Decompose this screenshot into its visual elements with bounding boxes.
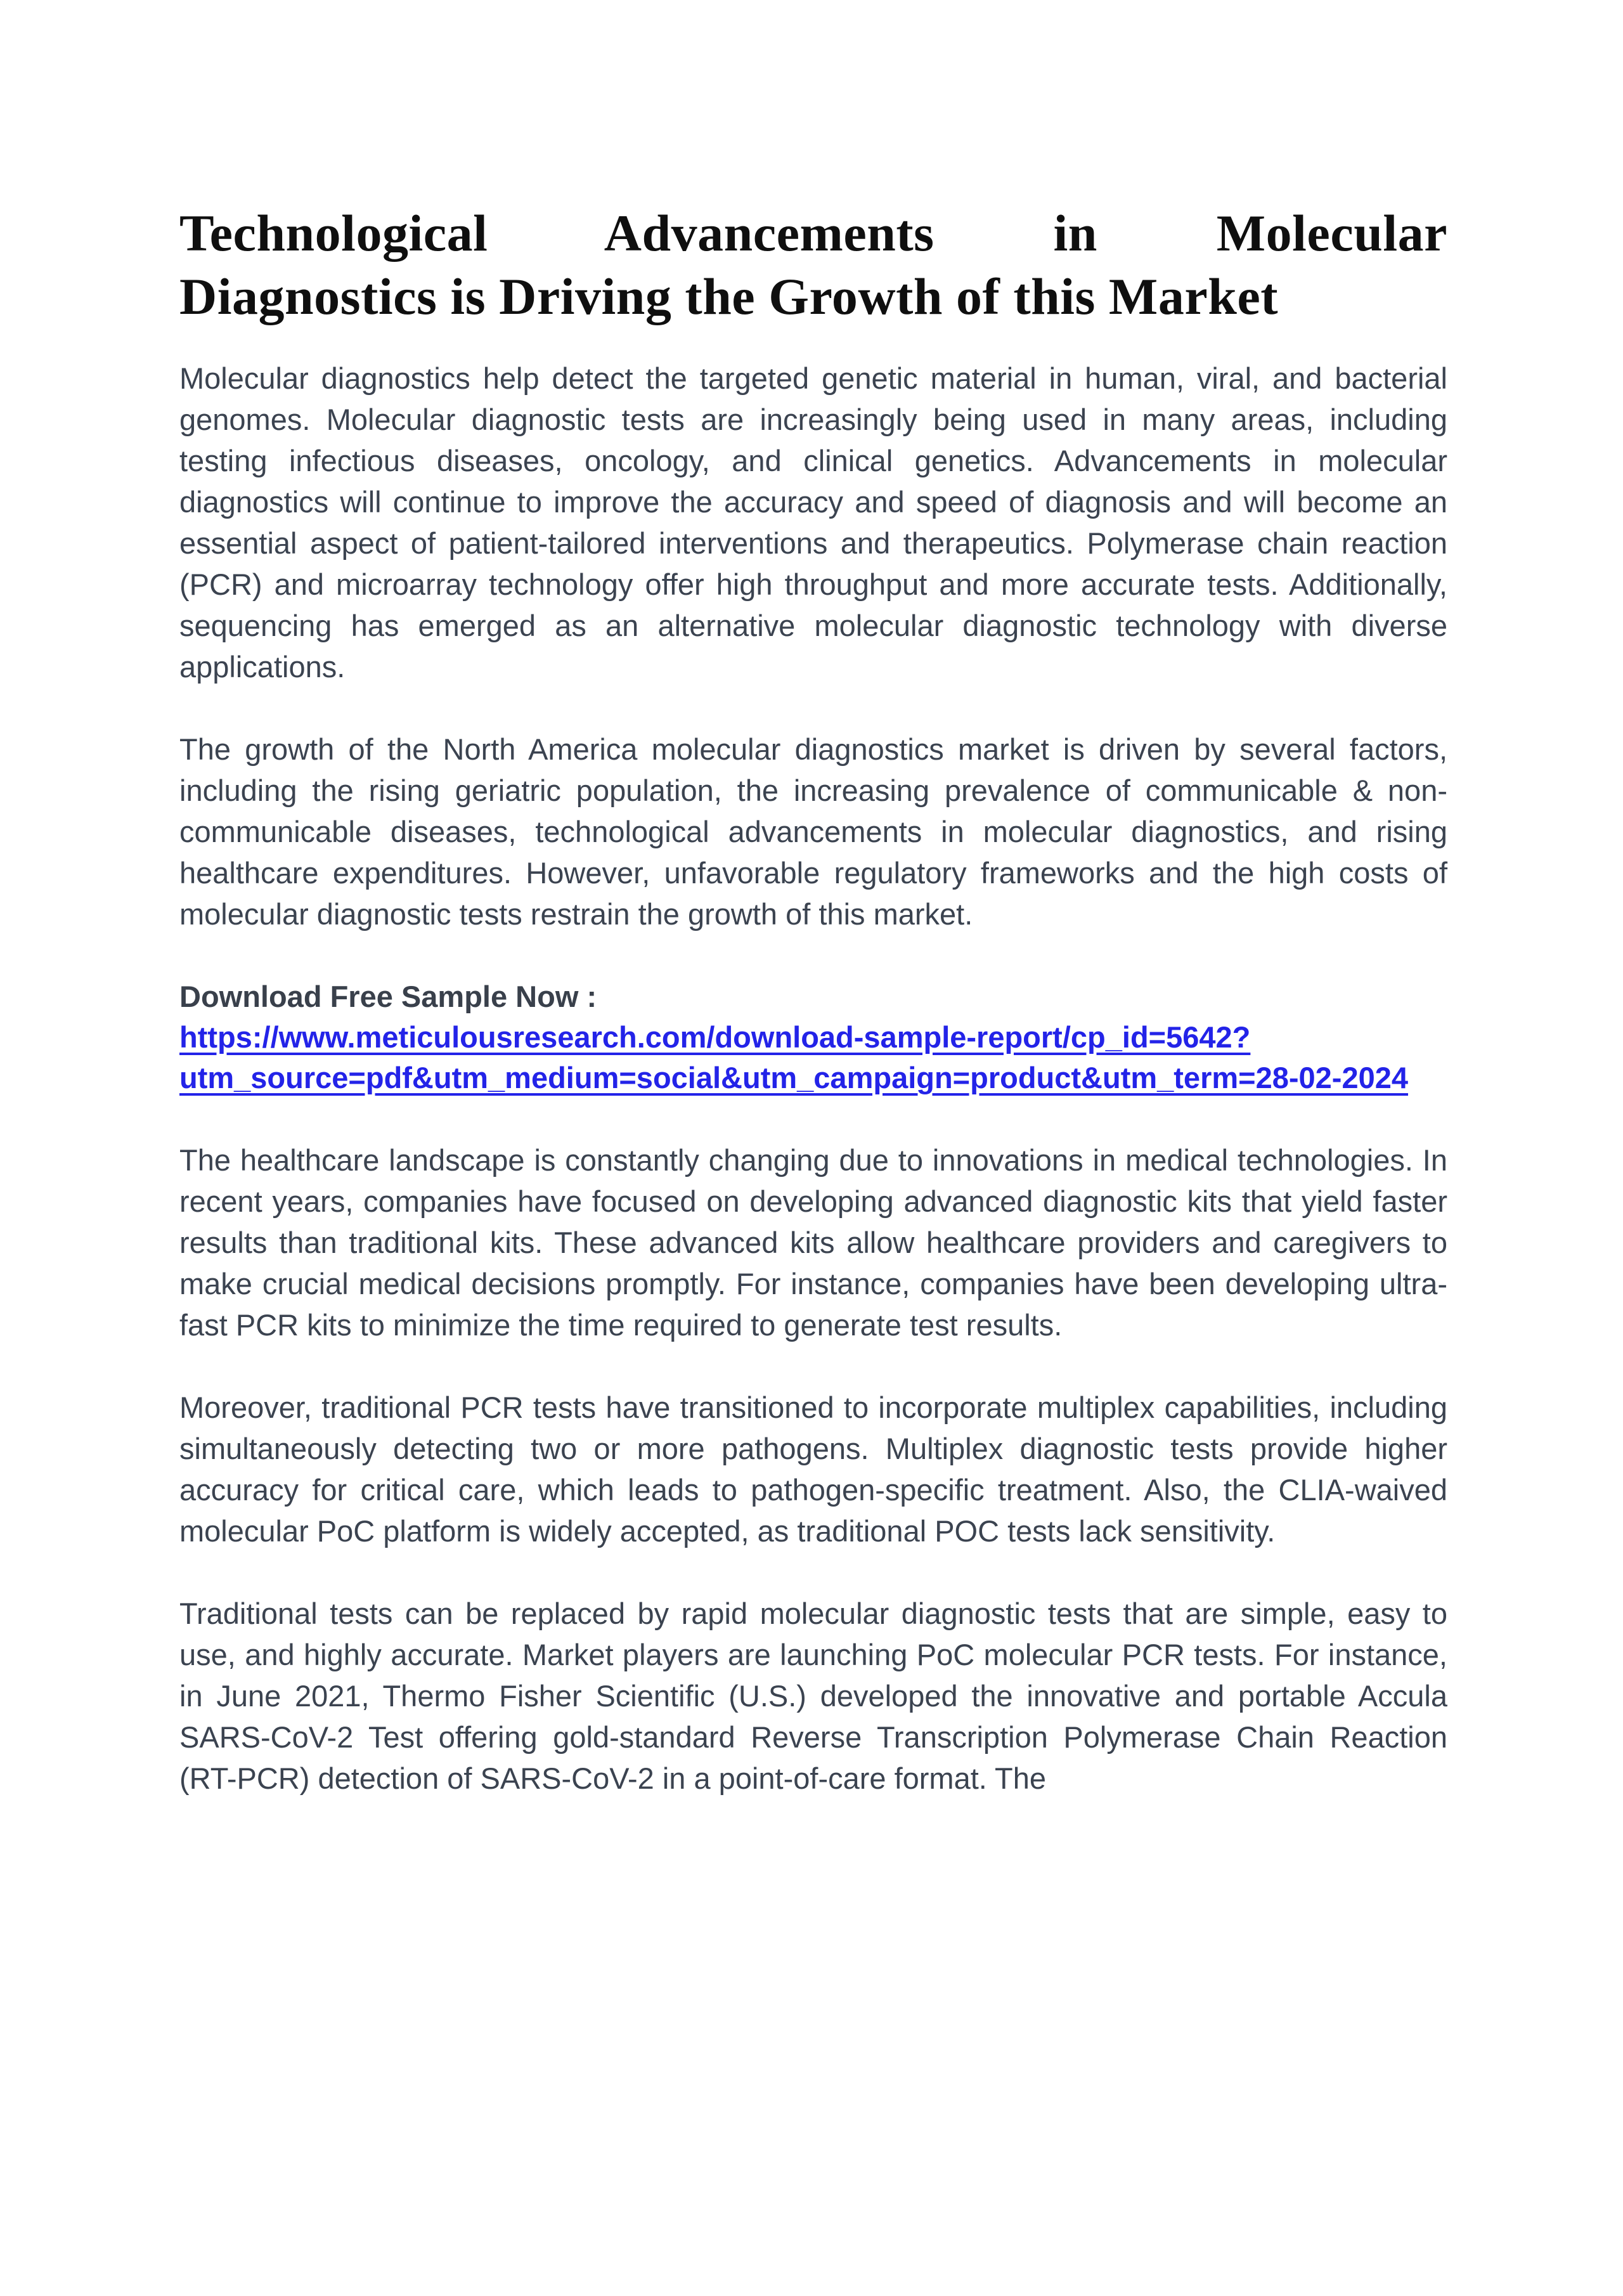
download-link-wrap (179, 1017, 1447, 1098)
page-title-line-1: Technological Advancements in Molecular (179, 204, 1447, 262)
download-heading (179, 976, 1447, 1017)
paragraph-market-growth-drivers: The growth of the North America molecular diagnostics market is driven by several factors, including the rising geriatric population, the increasing prevalence of communicable & non-communicable diseases, technological advancements in molecular diagnostics, and rising healthcare expenditures. However, unfavorable regulatory frameworks and the high costs of molecular diagnostic tests restrain the growth of this market. (179, 732, 1447, 931)
paragraph-healthcare-landscape: The healthcare landscape is constantly changing due to innovations in medical technologies. In recent years, companies have focused on developing advanced diagnostic kits that yield faster results than traditional kits. These advanced kits allow healthcare providers and caregivers to make crucial medical decisions promptly. For instance, companies have been developing ultra-fast PCR kits to minimize the time required to generate test results. (179, 1143, 1447, 1342)
page-title (179, 202, 1447, 328)
download-label: Download Free Sample Now : (179, 980, 597, 1013)
page-title-line-2: Diagnostics is Driving the Growth of this Market (179, 268, 1279, 325)
paragraph-intro-molecular-diagnostics: Molecular diagnostics help detect the targeted genetic material in human, viral, and bacterial genomes. Molecular diagnostic tests are increasingly being used in many areas, including testing infectious diseases, oncology, and clinical genetics. Advancements in molecular diagnostics will continue to improve the accuracy and speed of diagnosis and will become an essential aspect of patient-tailored interventions and therapeutics. Polymerase chain reaction (PCR) and microarray technology offer high throughput and more accurate tests. Additionally, sequencing has emerged as an alternative molecular diagnostic technology with diverse applications. (179, 361, 1447, 684)
paragraph-multiplex-capabilities: Moreover, traditional PCR tests have transitioned to incorporate multiplex capabilities, including simultaneously detecting two or more pathogens. Multiplex diagnostic tests provide higher accuracy for critical care, which leads to pathogen-specific treatment. Also, the CLIA-waived molecular PoC platform is widely accepted, as traditional POC tests lack sensitivity. (179, 1391, 1447, 1548)
paragraph-rapid-tests-thermo-fisher: Traditional tests can be replaced by rapid molecular diagnostic tests that are simple, easy to use, and highly accurate. Market players are launching PoC molecular PCR tests. For instance, in June 2021, Thermo Fisher Scientific (U.S.) developed the innovative and portable Accula SARS-CoV-2 Test offering gold-standard Reverse Transcription Polymerase Chain Reaction (RT-PCR) detection of SARS-CoV-2 in a point-of-care format. The (179, 1597, 1447, 1795)
document-page (179, 202, 1447, 1840)
download-sample-link[interactable]: https://www.meticulousresearch.com/download-sample-report/cp_id=5642?utm_source=pdf&utm_medium=social&utm_campaign=product&utm_term=28-02-2024 (179, 1020, 1409, 1094)
